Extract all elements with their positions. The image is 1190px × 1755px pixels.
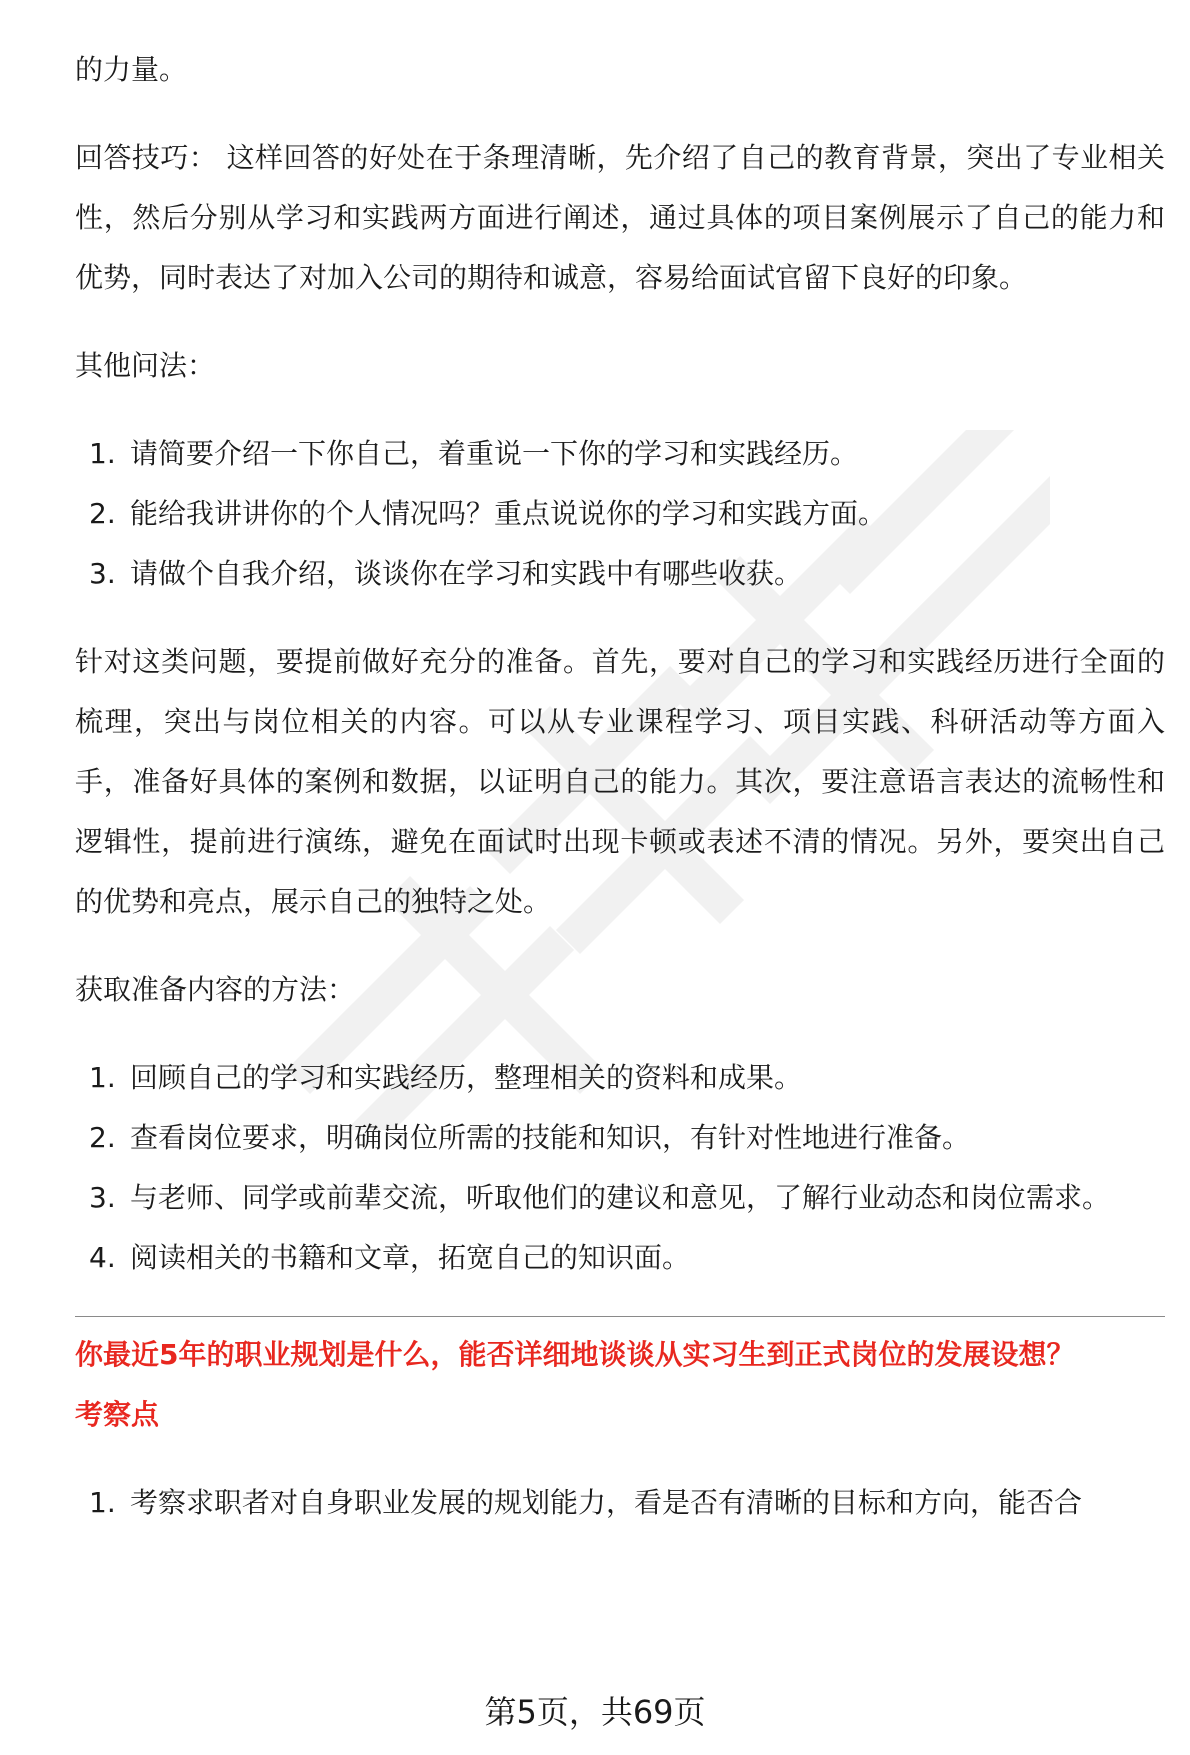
prep-methods-list (75, 1048, 1165, 1288)
list-item-text: 考察求职者对自身职业发展的规划能力，看是否有清晰的目标和方向，能否合 (130, 1486, 1083, 1519)
list-item-text: 查看岗位要求，明确岗位所需的技能和知识，有针对性地进行准备。 (130, 1121, 971, 1154)
list-item (75, 1048, 1165, 1108)
prep-methods-heading: 获取准备内容的方法： (75, 973, 356, 1006)
page-content (75, 40, 1165, 1533)
other-questions-heading: 其他问法： (75, 349, 216, 382)
section-divider (75, 1316, 1165, 1317)
question-title: 你最近5年的职业规划是什么，能否详细地谈谈从实习生到正式岗位的发展设想？ (75, 1338, 1075, 1371)
focus-label: 考察点 (75, 1398, 160, 1431)
list-item-number: 1. (89, 437, 116, 470)
prep-advice: 针对这类问题，要提前做好充分的准备。首先，要对自己的学习和实践经历进行全面的梳理，突出与岗位相关的内容。可以从专业课程学习、项目实践、科研活动等方面入手，准备好具体的案例和数据，以证明自己的能力。其次，要注意语言表达的流畅性和逻辑性，提前进行演练，避免在面试时出现卡顿或表述不清的情况。另外，要突出自己的优势和亮点，展示自己的独特之处。 (75, 645, 1165, 918)
list-item-number: 1. (89, 1061, 116, 1094)
other-questions-list (75, 424, 1165, 604)
list-item (75, 1228, 1165, 1288)
list-item-number: 3. (89, 1181, 116, 1214)
list-item-number: 4. (89, 1241, 116, 1274)
focus-list (75, 1473, 1165, 1533)
list-item-number: 1. (89, 1486, 116, 1519)
list-item (75, 1473, 1165, 1533)
list-item-text: 与老师、同学或前辈交流，听取他们的建议和意见，了解行业动态和岗位需求。 (130, 1181, 1111, 1214)
list-item (75, 1168, 1165, 1228)
list-item-text: 请简要介绍一下你自己，着重说一下你的学习和实践经历。 (130, 437, 859, 470)
list-item-text: 阅读相关的书籍和文章，拓宽自己的知识面。 (130, 1241, 691, 1274)
list-item (75, 1108, 1165, 1168)
list-item-number: 2. (89, 1121, 116, 1154)
list-item-text: 回顾自己的学习和实践经历，整理相关的资料和成果。 (130, 1061, 803, 1094)
page-number: 第5页，共69页 (484, 1693, 706, 1731)
list-item (75, 484, 1165, 544)
list-item-number: 3. (89, 557, 116, 590)
answer-tip: 回答技巧： 这样回答的好处在于条理清晰，先介绍了自己的教育背景，突出了专业相关性，然后分别从学习和实践两方面进行阐述，通过具体的项目案例展示了自己的能力和优势，同时表达了对加入公司的期待和诚意，容易给面试官留下良好的印象。 (75, 141, 1165, 294)
list-item (75, 424, 1165, 484)
intro-tail: 的力量。 (75, 53, 188, 86)
list-item-number: 2. (89, 497, 116, 530)
list-item-text: 能给我讲讲你的个人情况吗？重点说说你的学习和实践方面。 (130, 497, 887, 530)
list-item (75, 544, 1165, 604)
list-item-text: 请做个自我介绍，谈谈你在学习和实践中有哪些收获。 (130, 557, 803, 590)
